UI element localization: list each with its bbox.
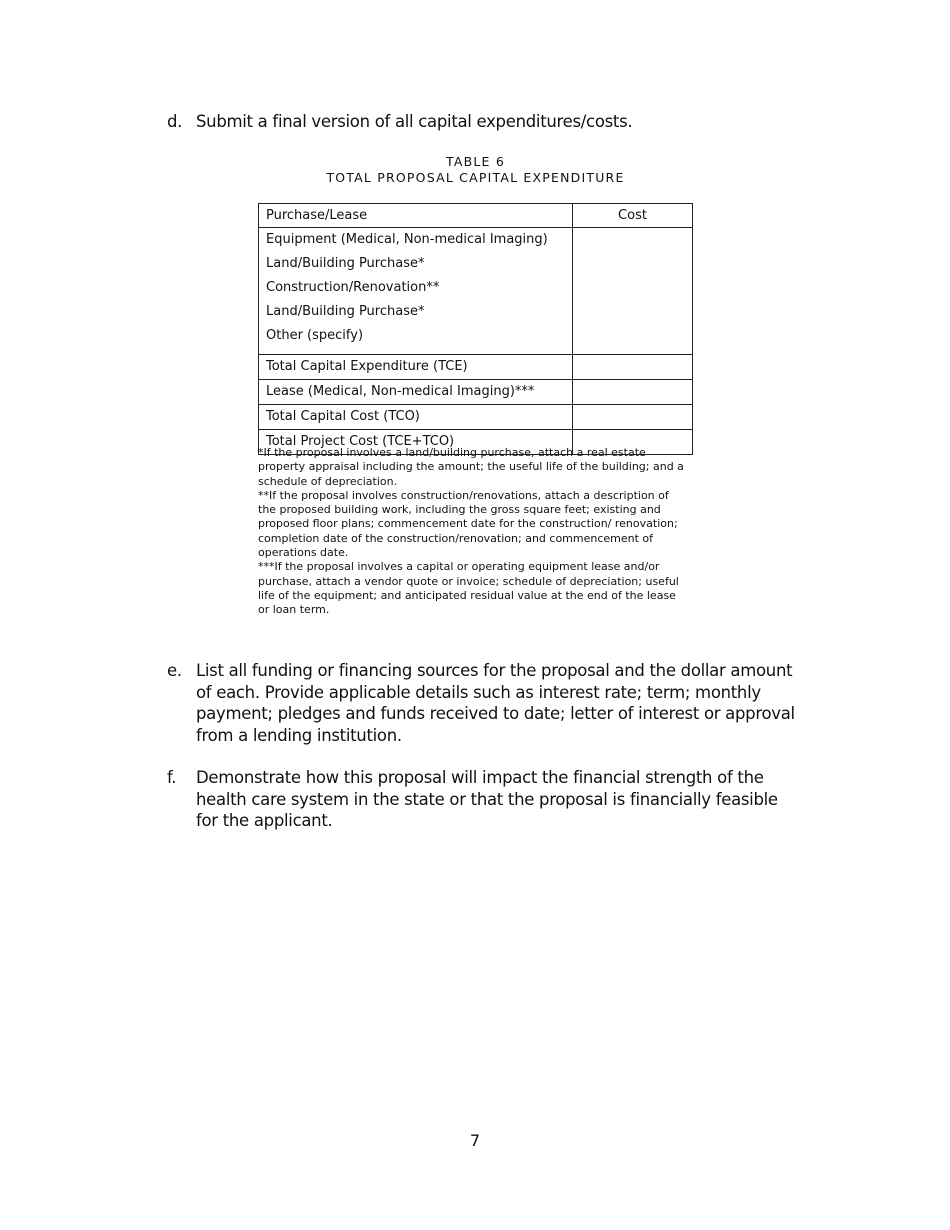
cost-cell [573, 355, 693, 380]
footnote: *If the proposal involves a land/building purchase, attach a real estate property appraisal including the amount; the useful life of the building; and a schedule of depreciation. [258, 446, 684, 488]
table-number: TABLE 6 [446, 154, 505, 169]
list-item-text: Demonstrate how this proposal will impact the financial strength of the health care system in the state or that the proposal is financially feasible for the applicant. [196, 768, 778, 830]
cost-cell [573, 228, 693, 355]
list-marker: d. [167, 112, 183, 131]
capital-item: Construction/Renovation** [266, 280, 440, 295]
row-label: Total Capital Expenditure (TCE) [259, 355, 573, 380]
table-footnotes [258, 446, 688, 618]
list-marker: f. [167, 768, 177, 787]
header-purchase-lease: Purchase/Lease [259, 204, 573, 228]
capital-expenditure-table [258, 203, 693, 455]
list-item-d [167, 111, 797, 133]
capital-item: Other (specify) [266, 328, 364, 343]
capital-item: Land/Building Purchase* [266, 304, 425, 319]
cost-cell [573, 380, 693, 405]
list-item-text: Submit a final version of all capital expenditures/costs. [196, 112, 633, 131]
table-row [259, 355, 693, 380]
capital-item: Equipment (Medical, Non-medical Imaging) [266, 232, 548, 247]
page-number: 7 [469, 1131, 481, 1150]
table-caption: TOTAL PROPOSAL CAPITAL EXPENDITURE [326, 170, 625, 185]
table-header-row [259, 204, 693, 228]
list-item-f [167, 767, 797, 832]
capital-item: Land/Building Purchase* [266, 256, 425, 271]
row-label: Total Capital Cost (TCO) [259, 405, 573, 430]
table-row [259, 405, 693, 430]
capital-items-cell [259, 228, 573, 355]
row-label: Total Project Cost (TCE+TCO) [259, 430, 573, 455]
table-row [259, 228, 693, 355]
footnote: ***If the proposal involves a capital or operating equipment lease and/or purchase, attach a vendor quote or invoice; schedule of depreciation; useful life of the equipment; and anticipated residual value at the end of the lease or loan term. [258, 560, 679, 617]
cost-cell [573, 405, 693, 430]
row-label: Lease (Medical, Non-medical Imaging)*** [259, 380, 573, 405]
footnote: **If the proposal involves construction/renovations, attach a description of the proposed building work, including the gross square feet; existing and proposed floor plans; commencement date for the construction/ renovation; completion date of the construction/renovation; and commencement of operations date. [258, 488, 678, 560]
list-marker: e. [167, 661, 182, 680]
table-row [259, 380, 693, 405]
list-item-text: List all funding or financing sources for the proposal and the dollar amount of each. Provide applicable details such as interest rate; term; monthly payment; pledges and funds received to date; letter of interest or approval from a lending institution. [196, 661, 795, 745]
list-item-e [167, 660, 797, 746]
header-cost: Cost [573, 204, 693, 228]
